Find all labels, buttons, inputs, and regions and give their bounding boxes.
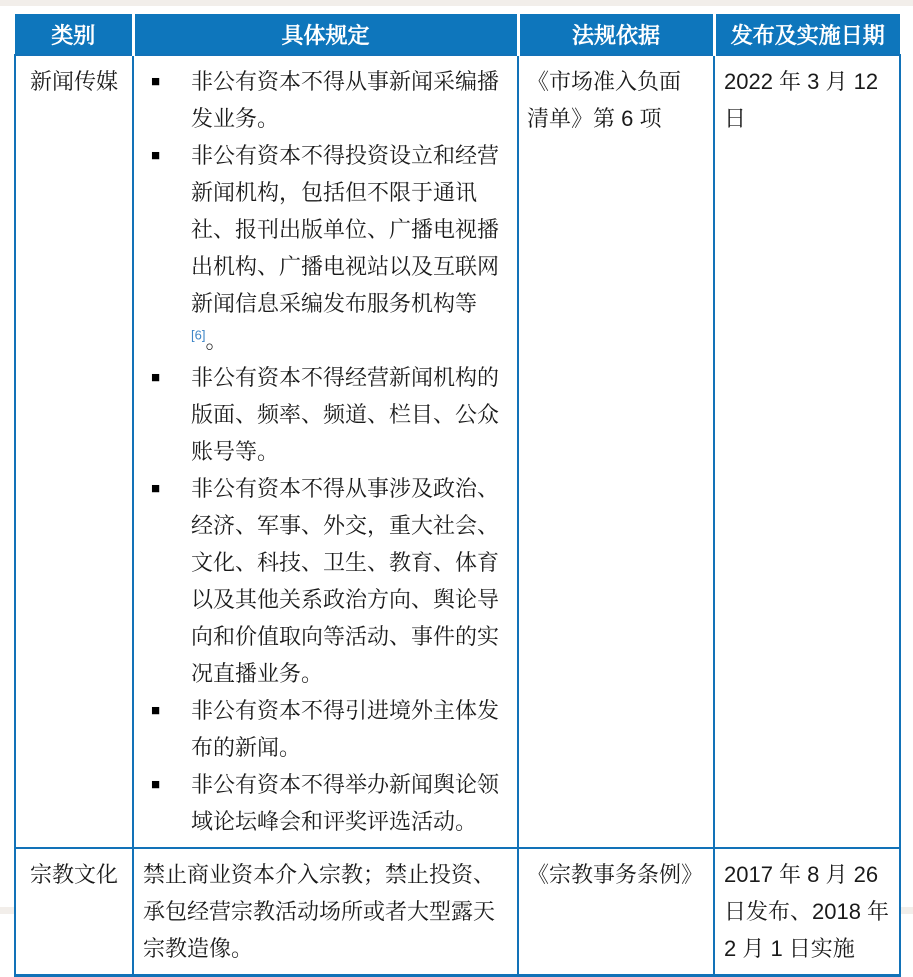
list-item-text: 非公有资本不得引进境外主体发布的新闻。 bbox=[191, 698, 500, 760]
date-cell: 2022 年 3 月 12 日 bbox=[714, 55, 900, 848]
list-item-text: 非公有资本不得从事涉及政治、经济、军事、外交，重大社会、文化、科技、卫生、教育、体育以及其他关系政治方向、舆论导向和价值取向等活动、事件的实况直播业务。 bbox=[191, 476, 500, 686]
col-header-specific-regulations: 具体规定 bbox=[133, 14, 518, 55]
category-cell: 新闻传媒 bbox=[15, 55, 133, 848]
col-header-category: 类别 bbox=[15, 14, 133, 55]
list-item bbox=[134, 359, 513, 470]
date-cell: 2017 年 8 月 26 日发布、2018 年 2 月 1 日实施 bbox=[714, 848, 900, 976]
list-item-text: 非公有资本不得投资设立和经营新闻机构，包括但不限于通讯社、报刊出版单位、广播电视播出机构、广播电视站以及互联网新闻信息采编发布服务机构等[6]。 bbox=[191, 143, 500, 353]
page-top-edge bbox=[0, 0, 913, 6]
list-item bbox=[134, 63, 513, 137]
legal-basis-cell: 《市场准入负面清单》第 6 项 bbox=[518, 55, 714, 848]
square-bullet-icon: ■ bbox=[151, 147, 161, 164]
square-bullet-icon: ■ bbox=[151, 776, 161, 793]
list-item-text: 非公有资本不得从事新闻采编播发业务。 bbox=[191, 69, 500, 131]
category-cell: 宗教文化 bbox=[15, 848, 133, 976]
square-bullet-icon: ■ bbox=[151, 702, 161, 719]
list-item bbox=[134, 470, 513, 692]
list-item-text: 非公有资本不得举办新闻舆论领域论坛峰会和评奖评选活动。 bbox=[191, 772, 500, 834]
regulations-cell bbox=[133, 55, 518, 848]
list-item bbox=[134, 137, 513, 359]
square-bullet-icon: ■ bbox=[151, 369, 161, 386]
regulations-table bbox=[14, 14, 901, 977]
list-item bbox=[134, 692, 513, 766]
legal-basis-cell: 《宗教事务条例》 bbox=[518, 848, 714, 976]
square-bullet-icon: ■ bbox=[151, 73, 161, 90]
footnote-ref-link[interactable]: [6] bbox=[191, 327, 206, 343]
col-header-legal-basis: 法规依据 bbox=[518, 14, 714, 55]
list-item-text: 非公有资本不得经营新闻机构的版面、频率、频道、栏目、公众账号等。 bbox=[191, 365, 500, 464]
regulations-cell: 禁止商业资本介入宗教；禁止投资、承包经营宗教活动场所或者大型露天宗教造像。 bbox=[133, 848, 518, 976]
table-row-religious-culture bbox=[15, 848, 900, 976]
table-row-news-media bbox=[15, 55, 900, 848]
col-header-publish-date: 发布及实施日期 bbox=[714, 14, 900, 55]
square-bullet-icon: ■ bbox=[151, 480, 161, 497]
table-header-row bbox=[15, 14, 900, 55]
list-item bbox=[134, 766, 513, 840]
